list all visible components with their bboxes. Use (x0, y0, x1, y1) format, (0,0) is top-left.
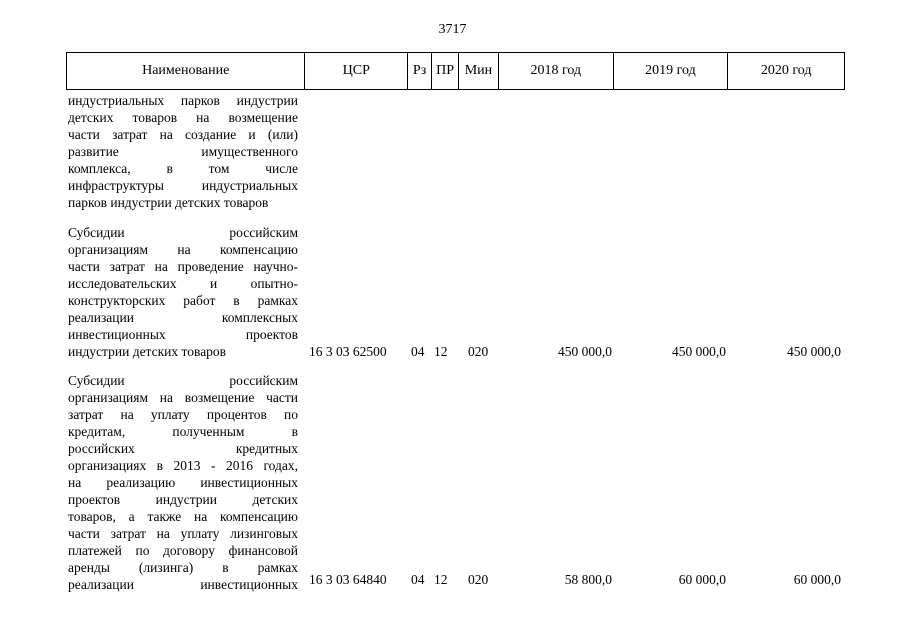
name-line: части затрат на создание и (или) (68, 127, 298, 142)
name-line: конструкторских работ в рамках (68, 293, 298, 308)
page-number: 3717 (438, 22, 467, 37)
amount-2018: 58 800,0 (564, 572, 612, 587)
header-pr: ПР (432, 53, 459, 89)
name-line: товаров, а также на компенсацию (68, 509, 298, 524)
name-line: парков индустрии детских товаров (68, 195, 269, 210)
pr-code: 12 (434, 344, 448, 359)
rz-code: 04 (411, 344, 425, 359)
amount-2018: 450 000,0 (558, 344, 612, 359)
name-line: на реализацию инвестиционных (68, 475, 298, 490)
min-code: 020 (468, 572, 489, 587)
csr-code: 16 3 03 64840 (309, 572, 387, 587)
name-line: Субсидии российским (68, 373, 298, 388)
name-line: российских кредитных (68, 441, 298, 456)
name-line: организациях в 2013 - 2016 годах, (68, 458, 298, 473)
amount-2019: 450 000,0 (672, 344, 726, 359)
header-2018: 2018 год (499, 53, 614, 89)
header-min: Мин (459, 53, 499, 89)
name-line: комплекса, в том числе (68, 161, 298, 176)
table-row-name (68, 92, 298, 211)
csr-code: 16 3 03 62500 (309, 344, 387, 359)
name-line: платежей по договору финансовой (68, 543, 298, 558)
name-line: Субсидии российским (68, 225, 298, 240)
header-2019: 2019 год (614, 53, 729, 89)
name-line: детских товаров на возмещение (68, 110, 298, 125)
header-csr: ЦСР (305, 53, 408, 89)
name-line: части затрат на проведение научно- (68, 259, 298, 274)
name-line: аренды (лизинга) в рамках (68, 560, 298, 575)
name-line: затрат на уплату процентов по (68, 407, 298, 422)
amount-2020: 450 000,0 (787, 344, 841, 359)
name-line: реализации комплексных (68, 310, 298, 325)
table-header (66, 52, 845, 90)
table-row-name (68, 224, 298, 360)
name-line: реализации инвестиционных (68, 577, 298, 592)
name-line: кредитам, полученным в (68, 424, 298, 439)
name-line: организациям на компенсацию (68, 242, 298, 257)
name-line: исследовательских и опытно- (68, 276, 298, 291)
pr-code: 12 (434, 572, 448, 587)
name-line: части затрат на уплату лизинговых (68, 526, 298, 541)
name-line: индустриальных парков индустрии (68, 93, 298, 108)
name-line: развитие имущественного (68, 144, 298, 159)
amount-2019: 60 000,0 (678, 572, 726, 587)
name-line: индустрии детских товаров (68, 344, 227, 359)
name-line: организациям на возмещение части (68, 390, 298, 405)
min-code: 020 (468, 344, 489, 359)
header-rz: Рз (408, 53, 432, 89)
name-line: инфраструктуры индустриальных (68, 178, 298, 193)
header-name: Наименование (67, 53, 305, 89)
rz-code: 04 (411, 572, 425, 587)
header-2020: 2020 год (760, 63, 812, 78)
table-row-name (68, 372, 298, 593)
name-line: проектов индустрии детских (68, 492, 298, 507)
amount-2020: 60 000,0 (793, 572, 841, 587)
name-line: инвестиционных проектов (68, 327, 298, 342)
